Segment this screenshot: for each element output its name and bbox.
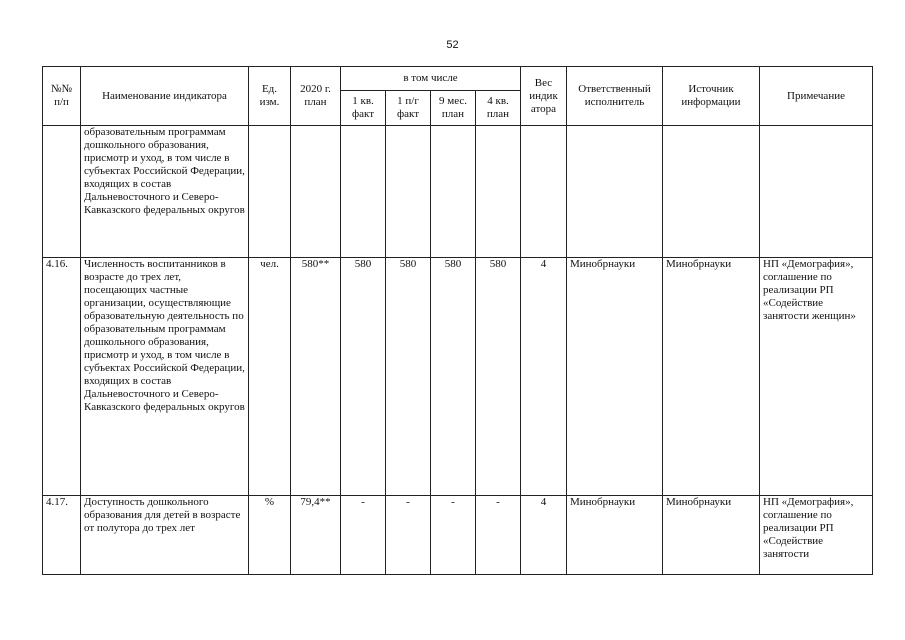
row-responsible: [567, 126, 663, 258]
row-source: Минобрнауки: [663, 258, 760, 496]
row-source: Минобрнауки: [663, 496, 760, 575]
header-unit: Ед. изм.: [249, 67, 291, 126]
indicators-table: [42, 66, 873, 575]
header-name: Наименование индикатора: [81, 67, 249, 126]
row-q1: 580: [341, 258, 386, 496]
row-q1: -: [341, 496, 386, 575]
row-9m: 580: [431, 258, 476, 496]
row-weight: [521, 126, 567, 258]
header-row-1: [43, 67, 873, 91]
row-num: [43, 126, 81, 258]
table-row-4-16: [43, 258, 873, 496]
row-weight: 4: [521, 496, 567, 575]
row-name: Доступность дошкольного образования для детей в возрасте от полутора до трех лет: [81, 496, 249, 575]
row-h1: 580: [386, 258, 431, 496]
row-unit: %: [249, 496, 291, 575]
table-row-4-17: [43, 496, 873, 575]
row-name: Численность воспитанников в возрасте до трех лет, посещающих частные организации, осуществляющие образовательную деятельность по образовательным программам дошкольного образования, присмотр и уход, в том числе в субъектах Российской Федерации, входящих в состав Дальневосточного и Северо-Кавказского федеральных округов: [81, 258, 249, 496]
row-num: 4.17.: [43, 496, 81, 575]
row-h1: -: [386, 496, 431, 575]
row-9m: -: [431, 496, 476, 575]
row-responsible: Минобрнауки: [567, 496, 663, 575]
row-source: [663, 126, 760, 258]
header-q1: 1 кв. факт: [341, 91, 386, 126]
header-plan-2020: 2020 г. план: [291, 67, 341, 126]
row-q4: -: [476, 496, 521, 575]
page-number: 52: [446, 39, 459, 51]
row-plan-2020: [291, 126, 341, 258]
row-note: НП «Демография», соглашение по реализации РП «Содействие занятости: [760, 496, 873, 575]
header-source: Источник информации: [663, 67, 760, 126]
row-q4: [476, 126, 521, 258]
row-weight: 4: [521, 258, 567, 496]
row-num: 4.16.: [43, 258, 81, 496]
header-h1: 1 п/г факт: [386, 91, 431, 126]
row-plan-2020: 79,4**: [291, 496, 341, 575]
row-9m: [431, 126, 476, 258]
row-note: НП «Демография», соглашение по реализации РП «Содействие занятости женщин»: [760, 258, 873, 496]
row-unit: чел.: [249, 258, 291, 496]
table-row-continuation: [43, 126, 873, 258]
header-num: №№ п/п: [43, 67, 81, 126]
row-note: [760, 126, 873, 258]
header-9m: 9 мес. план: [431, 91, 476, 126]
header-q4: 4 кв. план: [476, 91, 521, 126]
row-q1: [341, 126, 386, 258]
header-note: Примечание: [760, 67, 873, 126]
header-including: в том числе: [341, 67, 521, 91]
header-responsible: Ответственный исполнитель: [567, 67, 663, 126]
row-h1: [386, 126, 431, 258]
row-unit: [249, 126, 291, 258]
header-weight: Вес индик атора: [521, 67, 567, 126]
row-responsible: Минобрнауки: [567, 258, 663, 496]
row-name: образовательным программам дошкольного образования, присмотр и уход, в том числе в субъектах Российской Федерации, входящих в состав Дальневосточного и Северо-Кавказского федеральных округов: [81, 126, 249, 258]
row-q4: 580: [476, 258, 521, 496]
row-plan-2020: 580**: [291, 258, 341, 496]
